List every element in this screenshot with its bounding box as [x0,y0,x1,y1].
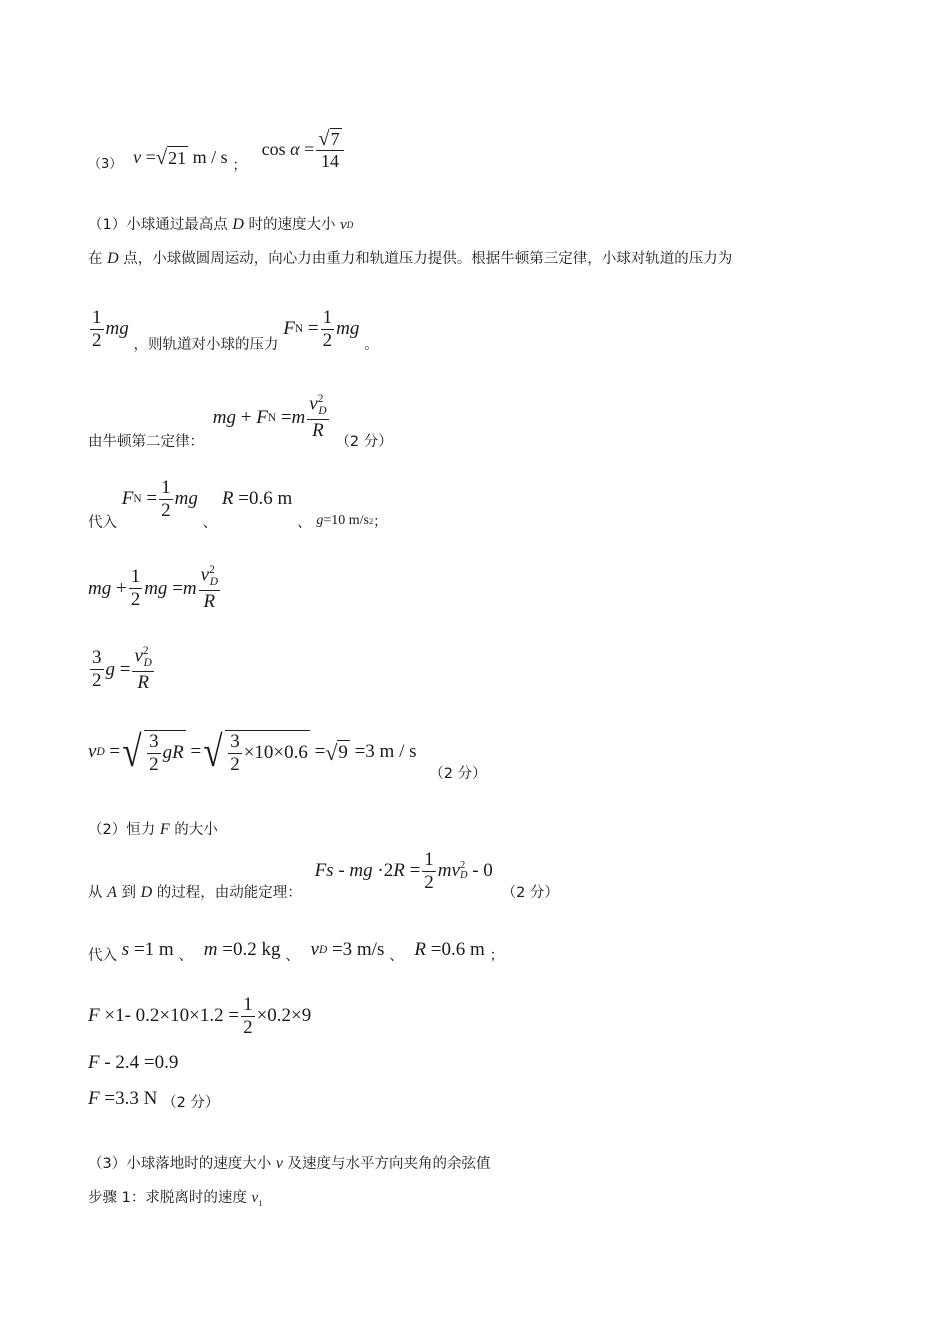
eq2-formula: $\frac{3}{2}$ g = $\frac{v^2_D}{R}$ [92,645,152,694]
part2-eq2 [88,1052,178,1074]
part2-theorem-line [88,849,559,902]
eq1-formula: mg + $\frac{1}{2}$ mg = m $\frac{v^2_D}{R}$ [88,564,219,613]
sub-fn-formula: F N = $\frac{1}{2}$ mg [121,477,198,521]
part1-eq1 [88,565,222,612]
sub-label: 代入 [88,515,117,532]
pressure-period: 。 [364,337,379,354]
answer-sep: ； [232,157,247,174]
p2-sep1: 、 [178,948,193,964]
part1-eq3 [88,728,487,783]
sub-r-formula: R =0.6 m [221,488,293,510]
p2-eq1-formula: F ×1- 0.2×10×1.2 = $\frac{1}{2}$ ×0.2×9 [88,994,312,1038]
p2-eq2-formula: F - 2.4 =0.9 [88,1052,179,1073]
p2-sep2: 、 [285,948,300,964]
answer-label: （3） [88,156,123,172]
part2-eq1 [88,995,311,1038]
eq3-score: （2 分） [429,766,487,783]
answer-cos-formula: cos α = √ 7 14 [262,128,346,171]
part2-heading: （2）恒力 F 的大小 [88,821,218,838]
newton-formula: mg + F N = m $\frac{v^2_D}{R}$ [212,393,327,442]
newton-label: 由牛顿第二定律： [88,433,204,450]
part1-intro: 在 D 点，小球做圆周运动，向心力由重力和轨道压力提供。根据牛顿第三定律，小球对轨道的压力为 [88,250,733,267]
sub-g-formula: g =10 m/s 2 ； [316,513,388,531]
part1-newton-line [88,393,393,450]
p2-end: ； [489,948,505,964]
sub-sep1: 、 [202,515,218,532]
eq3-formula: v D = √ $\frac{3}{2}$ gR = √ $\frac{3}{2}$ ×10×0.6 = √ 9 =3 m / s [88,728,417,777]
p2-sep3: 、 [389,948,404,964]
part3-heading: （3）小球落地时的速度大小 v 及速度与水平方向夹角的余弦值 [88,1155,491,1172]
part1-pressure-line [88,307,379,354]
part2-eq3 [88,1087,219,1110]
theorem-label: 从 A 到 D 的过程，由动能定理： [88,884,302,902]
part2-substitute-line [88,938,505,964]
part1-eq2 [88,646,156,693]
pressure-formula: $\frac{1}{2}$ mg [92,307,129,351]
part1-substitute-line [88,477,388,532]
p2-sub-m: m =0.2 kg [203,939,281,960]
part1-heading: （1）小球通过最高点 D 时的速度大小 v D [88,216,354,233]
theorem-formula: Fs - mg ·2 R = $\frac{1}{2}$ mv 2 D - 0 [314,849,493,893]
p2-sub-r: R =0.6 m [414,939,485,960]
p2-eq3-formula: F =3.3 N [88,1088,158,1109]
p2-eq3-score: （2 分） [162,1095,220,1111]
part3-step1: 步骤 1：求脱离时的速度 $v_1$ [88,1189,263,1208]
fn-formula: F N = $\frac{1}{2}$ mg [283,307,360,351]
newton-score: （2 分） [335,433,393,450]
theorem-score: （2 分） [501,885,559,902]
pressure-text: ，则轨道对小球的压力 [133,337,279,354]
answer-line-3 [88,127,346,174]
sub-sep2: 、 [297,515,312,532]
p2-sub-label: 代入 [88,948,117,964]
answer-velocity-formula: v = √ 21 m / s [133,147,228,170]
p2-sub-s: s =1 m [121,939,174,960]
p2-sub-v: v D =3 m/s [310,939,385,960]
